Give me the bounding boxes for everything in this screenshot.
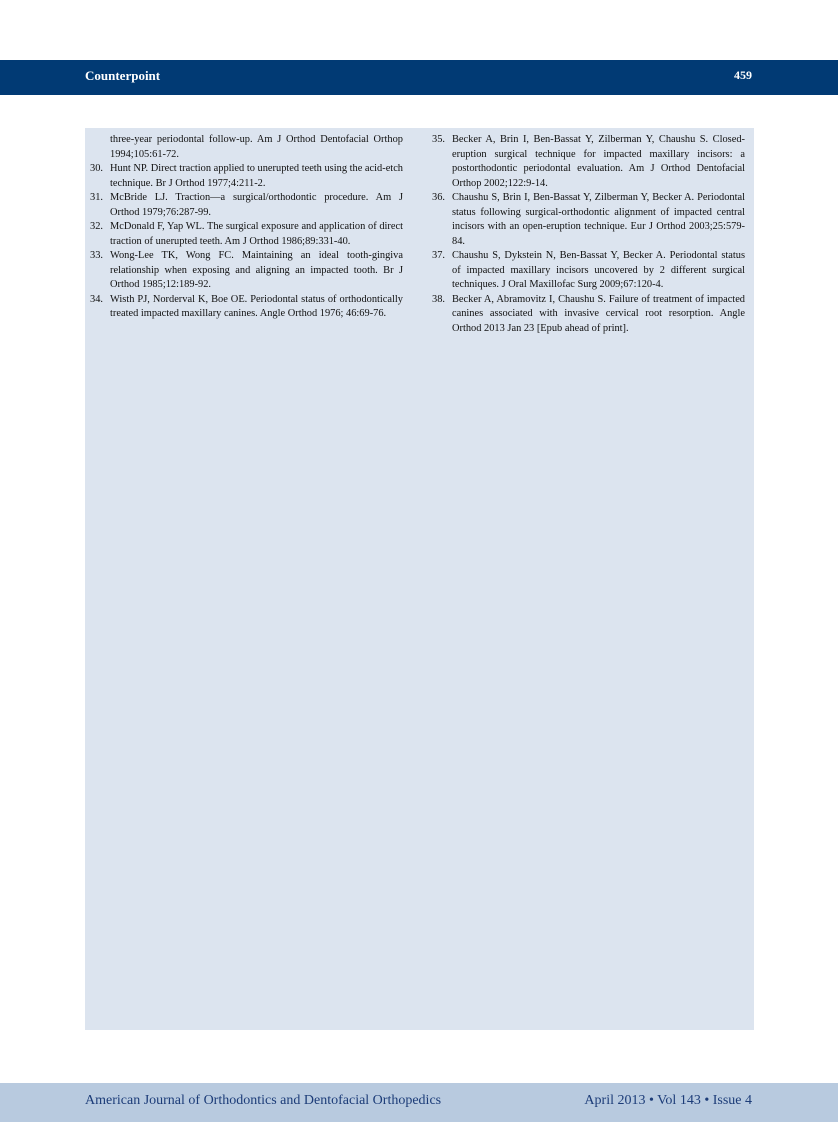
reference-item	[85, 293, 403, 322]
reference-item	[85, 249, 403, 293]
reference-text: Chaushu S, Dykstein N, Ben-Bassat Y, Becker A. Periodontal status of impacted maxillary incisors uncovered by 2 different surgical techniques. J Oral Maxillofac Surg 2009;67:120-4.	[452, 250, 745, 290]
reference-text: Hunt NP. Direct traction applied to unerupted teeth using the acid-etch technique. Br J Orthod 1977;4:211-2.	[110, 163, 403, 189]
reference-number: 34.	[90, 293, 103, 305]
references-left-column	[85, 133, 403, 322]
reference-number: 31.	[90, 192, 103, 203]
reference-item	[427, 249, 745, 293]
reference-item	[85, 220, 403, 249]
reference-number: 30.	[90, 163, 103, 174]
reference-number: 37.	[432, 250, 445, 261]
section-title: Counterpoint	[85, 68, 161, 83]
reference-number: 38.	[432, 293, 445, 305]
reference-text: three-year periodontal follow-up. Am J Orthod Dentofacial Orthop 1994;105:61-72.	[110, 134, 403, 160]
reference-item	[85, 133, 403, 162]
reference-text: Becker A, Brin I, Ben-Bassat Y, Zilberman Y, Chaushu S. Closed-eruption surgical technique for impacted maxillary incisors: a postorthodontic periodontal evaluation. Am J Orthod Dentofacial Orthop 2002;122:9-14.	[452, 134, 745, 189]
reference-number: 33.	[90, 250, 103, 261]
reference-number: 36.	[432, 192, 445, 203]
journal-name: American Journal of Orthodontics and Dentofacial Orthopedics	[85, 1093, 442, 1108]
reference-text: Wisth PJ, Norderval K, Boe OE. Periodontal status of orthodontically treated impacted maxillary canines. Angle Orthod 1976; 46:69-76.	[110, 293, 403, 319]
reference-text: Wong-Lee TK, Wong FC. Maintaining an ideal tooth-gingiva relationship when exposing and aligning an impacted tooth. Br J Orthod 1985;12:189-92.	[110, 250, 403, 290]
references-right-column	[427, 133, 745, 336]
reference-item	[427, 293, 745, 337]
reference-item	[85, 191, 403, 220]
reference-number: 32.	[90, 221, 103, 232]
reference-item	[85, 162, 403, 191]
reference-text: McBride LJ. Traction—a surgical/orthodontic procedure. Am J Orthod 1979;76:287-99.	[110, 192, 403, 218]
reference-text: Becker A, Abramovitz I, Chaushu S. Failure of treatment of impacted canines associated with invasive cervical root resorption. Angle Orthod 2013 Jan 23 [Epub ahead of print].	[452, 293, 745, 334]
references-panel	[85, 128, 754, 1030]
issue-info: April 2013 • Vol 143 • Issue 4	[584, 1093, 752, 1108]
reference-item	[427, 191, 745, 249]
reference-text: McDonald F, Yap WL. The surgical exposure and application of direct traction of unerupted teeth. Am J Orthod 1986;89:331-40.	[110, 221, 403, 247]
page-number: 459	[734, 68, 752, 82]
page-header	[0, 60, 838, 95]
page-footer	[0, 1083, 838, 1122]
reference-number: 35.	[432, 134, 445, 145]
reference-item	[427, 133, 745, 191]
reference-text: Chaushu S, Brin I, Ben-Bassat Y, Zilberman Y, Becker A. Periodontal status following surgical-orthodontic alignment of impacted central incisors with an open-eruption technique. Eur J Orthod 2003;25:579-84.	[452, 192, 745, 247]
